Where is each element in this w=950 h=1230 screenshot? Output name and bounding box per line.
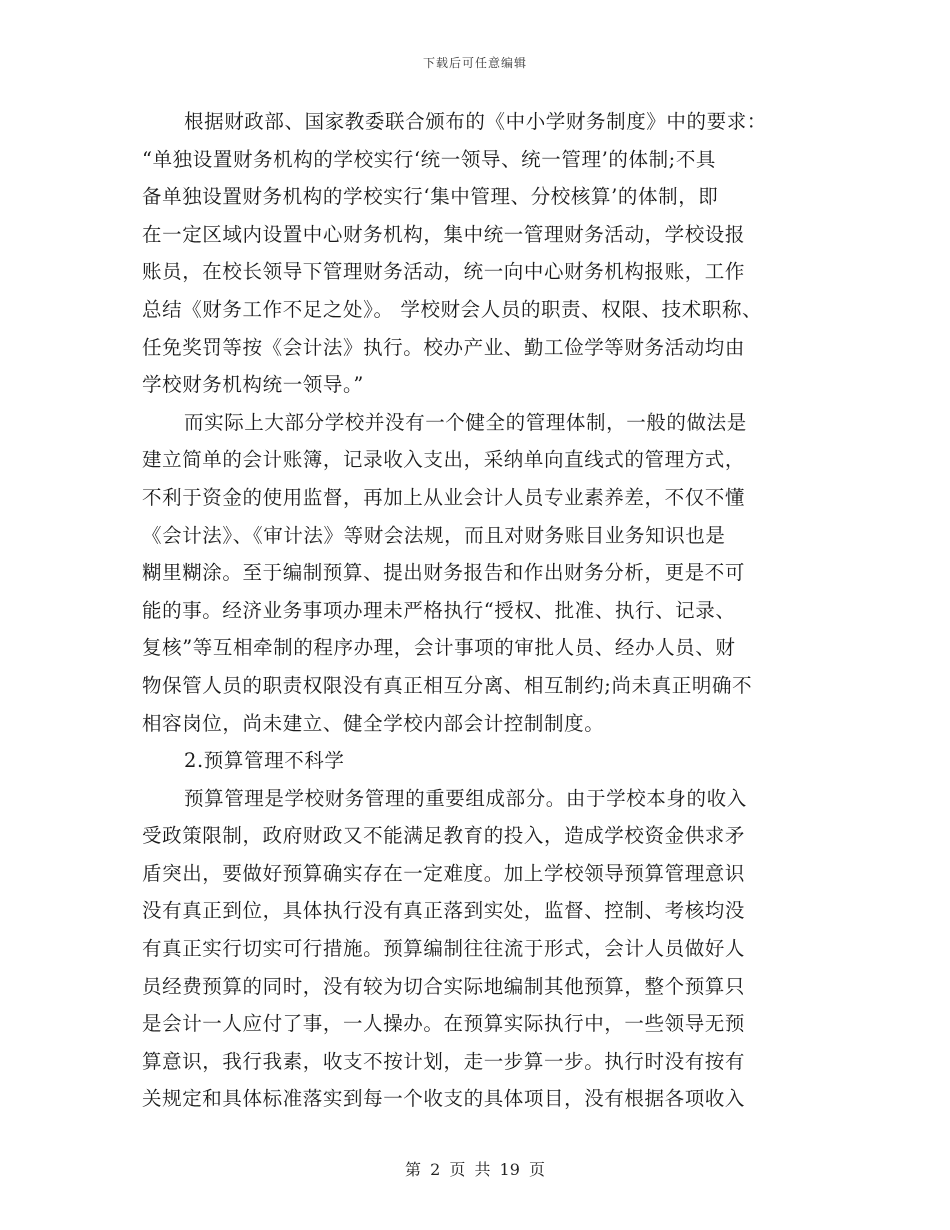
text-line: 《会计法》、《审计法》等财会法规，而且对财务账目业务知识也是: [142, 523, 726, 547]
text-line: 相容岗位，尚未建立、健全学校内部会计控制制度。: [142, 711, 605, 735]
text-line: 不利于资金的使用监督，再加上从业会计人员专业素养差，不仅不懂: [142, 485, 746, 509]
text-line: 糊里糊涂。至于编制预算、提出财务报告和作出财务分析，更是不可: [142, 561, 746, 585]
document-body: [142, 103, 822, 1118]
page-footer: 第 2 页 共 19 页: [405, 1160, 545, 1179]
text-line: 员经费预算的同时，没有较为切合实际地编制其他预算，整个预算只: [142, 974, 746, 998]
text-line: 关规定和具体标准落实到每一个收支的具体项目，没有根据各项收入: [142, 1087, 746, 1111]
text-line: 复核”等互相牵制的程序办理，会计事项的审批人员、经办人员、财: [142, 636, 736, 660]
paragraph: [142, 404, 822, 742]
text-line: 物保管人员的职责权限没有真正相互分离、相互制约;尚未真正明确不: [142, 673, 753, 697]
paragraph: [142, 103, 822, 404]
text-line: 学校财务机构统一领导。”: [142, 373, 364, 397]
section-heading: [142, 742, 822, 780]
text-line: 总结《财务工作不足之处》。 学校财会人员的职责、权限、技术职称、: [142, 297, 763, 321]
text-line: 是会计一人应付了事，一人操办。在预算实际执行中，一些领导无预: [142, 1012, 746, 1036]
text-line: 算意识，我行我素，收支不按计划，走一步算一步。执行时没有按有: [142, 1049, 746, 1073]
page-header: 下载后可任意编辑: [422, 56, 527, 70]
text-line: 能的事。经济业务事项办理未严格执行“授权、批准、执行、记录、: [142, 598, 736, 622]
text-line: 受政策限制，政府财政又不能满足教育的投入，造成学校资金供求矛: [142, 824, 746, 848]
text-line: 盾突出，要做好预算确实存在一定难度。加上学校领导预算管理意识: [142, 861, 746, 885]
paragraph: [142, 780, 822, 1118]
text-line: 没有真正到位，具体执行没有真正落到实处，监督、控制、考核均没: [142, 899, 746, 923]
text-line: 预算管理是学校财务管理的重要组成部分。由于学校本身的收入: [184, 786, 747, 810]
text-line: 而实际上大部分学校并没有一个健全的管理体制，一般的做法是: [184, 410, 747, 434]
heading-text: 2.预算管理不科学: [184, 749, 345, 773]
text-line: 账员，在校长领导下管理财务活动，统一向中心财务机构报账，工作: [142, 260, 746, 284]
text-line: 备单独设置财务机构的学校实行‘集中管理、分校核算’的体制，即: [142, 185, 719, 209]
text-line: 有真正实行切实可行措施。预算编制往往流于形式，会计人员做好人: [142, 937, 746, 961]
text-line: “单独设置财务机构的学校实行‘统一领导、统一管理’的体制;不具: [142, 147, 717, 171]
text-line: 根据财政部、国家教委联合颁布的《中小学财务制度》中的要求：: [184, 110, 767, 133]
text-line: 建立简单的会计账簿，记录收入支出，采纳单向直线式的管理方式，: [142, 448, 746, 472]
text-line: 任免奖罚等按《会计法》执行。校办产业、勤工俭学等财务活动均由: [142, 335, 746, 359]
text-line: 在一定区域内设置中心财务机构，集中统一管理财务活动，学校设报: [142, 222, 746, 246]
